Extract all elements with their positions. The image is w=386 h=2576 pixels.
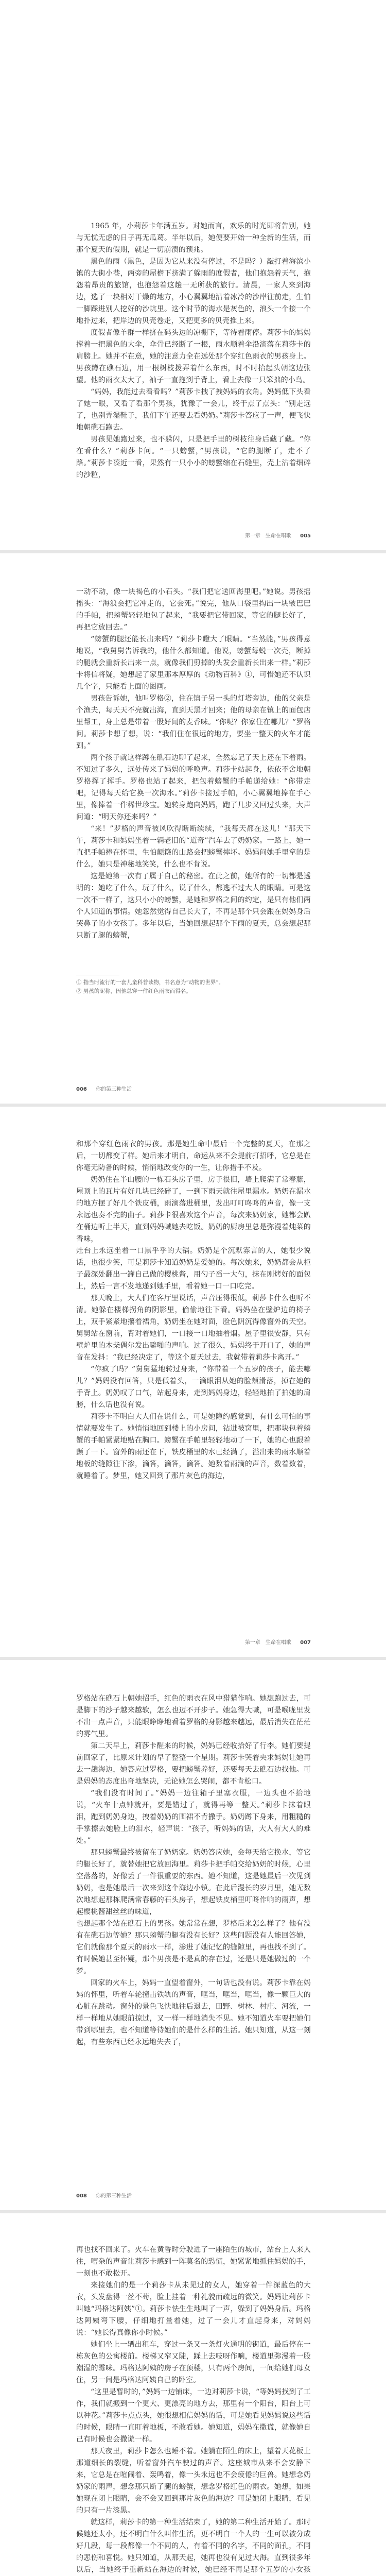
- page-footer: [76, 1084, 132, 1092]
- paragraph: 奶奶住在半山腰的一栋石头房子里，房子很旧，墙上爬满了常春藤，屋顶上的瓦片有好几块已经碎了，一到下雨天就往屋里漏水。奶奶在漏水的地方摆了好几个铁皮桶，雨滴落进桶里，发出叮叮咚咚的声音，像一支永远也奏不完的曲子。莉莎卡很喜欢这个声音，每次来奶奶家，她都会趴在桶边听上半天，直到妈妈喊她去吃饭。奶奶的厨房里总是弥漫着炖菜的香味，: [76, 1176, 311, 1243]
- paragraph: 也想起那个站在礁石上的男孩。她常常在想，罗格后来怎么样了？他有没有在礁石边等她？那只螃蟹的腿有没有长好？这些问题没有人能回答她，它们就像那个夏天的雨水一样，渗进了她记忆的缝隙里，再也找不到了。有时候她甚至怀疑，那个男孩是不是真的存在过，还是只是她做过的一个梦。: [76, 1920, 311, 1975]
- page-text: [76, 2244, 311, 2576]
- paragraph: “你疯了吗？”舅舅猛地转过身来，“你带着一个五岁的孩子，能去哪儿？”妈妈没有回答，只是低着头，一滴眼泪从她的脸颊滑落，掉在她的手背上。奶奶叹了口气，站起身来，走到妈妈身边，轻轻地拍了拍她的肩膀，什么话也没有说。: [76, 1365, 311, 1409]
- book-page: [0, 2213, 386, 2576]
- book-page: [0, 0, 386, 550]
- footnotes: [76, 975, 311, 996]
- paragraph: 莉莎卡不明白大人们在说什么，可是她隐约感觉到，有什么可怕的事情就要发生了。她悄悄地回到楼上的小房间，钻进被窝里，把那块包着螃蟹的手帕紧紧地贴在胸口。螃蟹在手帕里轻轻地动了一下，她的心也跟着颤了一下。窗外的雨还在下，铁皮桶里的水已经满了，溢出来的雨水顺着地板的缝隙往下渗，滴答，滴答，滴答。她数着雨滴的声音，数着数着，就睡着了。梦里，她又回到了那片灰色的海边，: [76, 1413, 311, 1480]
- running-head: 你的第三种生活: [96, 2193, 132, 2199]
- paragraph: 她们坐上一辆出租车，穿过一条又一条灯火通明的街道，最后停在一栋灰色的公寓楼前。楼梯又窄又陡，踩上去吱呀作响，楼道里弥漫着一股潮湿的霉味。玛格达阿姨的房子在顶楼，只有两个房间，一间给她们母女住，另一间是玛格达阿姨自己的卧室。: [76, 2341, 311, 2384]
- paragraph: 1965 年，小莉莎卡年满五岁。对她而言，欢乐的时光即将告别，她与无忧无虑的日子再无瓜葛。半年以后，她便要开始一种全新的生活，而那个夏天的假期，就是一切崩溃的预兆。: [76, 222, 311, 254]
- book-page: [0, 1660, 386, 2210]
- paragraph: 第二天早上，莉莎卡醒来的时候，妈妈已经收拾好了行李。她们要提前回家了，比原来计划的早了整整一个星期。莉莎卡哭着央求妈妈让她再去一趟海边，她答应过罗格，要把螃蟹养好，还要每天去礁石边找他。可是妈妈的态度出奇地坚决，无论她怎么哭闹，都不肯松口。: [76, 1742, 311, 1786]
- paragraph: 来接她们的是一个莉莎卡从未见过的女人，她穿着一件深蓝色的大衣，头发盘得一丝不苟，脸上挂着一种礼貌而疏远的微笑。妈妈让莉莎卡叫她“玛格达阿姨”①。莉莎卡怯生生地叫了一声，躲到了妈妈身后。玛格达阿姨弯下腰，仔细地打量着她，过了一会儿才直起身来，对妈妈说：“她长得真像你小时候。”: [76, 2281, 311, 2337]
- running-head: 第一章 生命在唱歌: [244, 1640, 291, 1646]
- paragraph: 这是她第一次有了属于自己的秘密。在此之前，她所有的一切都是透明的：她吃了什么，玩了什么，说了什么，都逃不过大人的眼睛。可是这一次不一样了，这只小小的螃蟹，是她和罗格之间的约定，是只有他们两个人知道的事情。她忽然觉得自己长大了，不再是那个只会跟在妈妈身后哭鼻子的小女孩了。多年以后，当她回想起那个下雨的夏天，总会想起那只断了腿的螃蟹，: [76, 872, 311, 940]
- paragraph: “来！”罗格的声音被风吹得断断续续，“我每天都在这儿！”那天下午，莉莎卡和妈妈坐着一辆老旧的“道奇”汽车去了奶奶家。一路上，她一直把手帕捧在怀里，生怕颠簸的山路会把螃蟹摔坏。妈妈问她手里拿的是什么，她只是神秘地笑笑，什么也不肯说。: [76, 825, 311, 869]
- paragraph: 男孩见她跑过来，也不躲闪，只是把手里的树枝往身后藏了藏。“你在看什么？”莉莎卡问。“一只螃蟹，”男孩说，“它的腿断了，走不了路。”莉莎卡凑近一看，果然有一只小小的螃蟹缩在石缝里，壳上沾着细碎的沙粒，: [76, 435, 311, 479]
- paragraph: 男孩告诉她，他叫罗格②，住在镇子另一头的灯塔旁边，他的父亲是个渔夫，每天天不亮就出海，直到天黑才回来；他的母亲在镇上的面包店里帮工，身上总是带着一股好闻的麦香味。“你呢？你家住在哪儿？”罗格问。莉莎卡想了想，说：“我们住在很远的地方，要坐一整天的火车才能到。”: [76, 694, 311, 750]
- page-text: [76, 1139, 311, 1602]
- page-text: [76, 221, 311, 526]
- page-footer: [76, 2191, 132, 2199]
- paragraph: “妈妈，我能过去看看吗？”莉莎卡拽了拽妈妈的衣角。妈妈低下头看了她一眼，又看了看那个男孩，犹豫了一会儿，终于点了点头：“别走远了，也别弄湿鞋子，我们下午还要去看奶奶。”莉莎卡答应了一声，便飞快地朝礁石跑去。: [76, 388, 311, 432]
- page-text: [76, 586, 311, 974]
- book-page: [0, 1107, 386, 1657]
- paragraph: 和那个穿红色雨衣的男孩。那是她生命中最后一个完整的夏天，在那之后，一切都变了样。她后来才明白，命运从来不会提前打招呼，它总是在你毫无防备的时候，悄悄地改变你的一生，让你措手不及。: [76, 1140, 311, 1172]
- page-number: 005: [300, 533, 311, 539]
- page-footer: [245, 531, 311, 539]
- running-head: 第一章 生命在唱歌: [244, 533, 291, 539]
- page-number: 007: [300, 1640, 311, 1646]
- paragraph: 那天夜里，莉莎卡怎么也睡不着。她躺在陌生的床上，望着天花板上那道细长的裂缝，听着窗外汽车驶过的声音。这座城市从来不会安静下来，它总是在喧闹着、轰鸣着，像一头永远也不会疲倦的巨兽。她想念奶奶家的雨声，想念那只断了腿的螃蟹，想念罗格红色的雨衣。她想，如果她现在闭上眼睛，会不会又回到那片灰色的海边？可是她闭上眼睛，看见的只有一片漆黑。: [76, 2447, 311, 2515]
- paragraph: 灶台上永远坐着一口黑乎乎的大锅。奶奶是个沉默寡言的人，她很少说话，也很少笑，可是莉莎卡知道奶奶是爱她的。每次她来，奶奶都会从柜子最深处翻出一罐自己做的樱桃酱，用勺子舀一大勺，抹在刚烤好的面包上，然后一言不发地递到她手里，看着她一口一口吃完。: [76, 1247, 311, 1291]
- book-page: [0, 553, 386, 1104]
- footnote: ① 指当时流行的一套儿童科普读物，书名意为“动物的世界”。: [76, 979, 224, 986]
- page-footer: [245, 1638, 311, 1646]
- paragraph: 那只螃蟹最终被留在了奶奶家。奶奶答应她，会每天给它换水，等它的腿长好了，就替她把它放回海里。莉莎卡把手帕交给奶奶的时候，心里空落落的，好像丢了一件很重要的东西。她不知道，这是她最后一次见到奶奶，也是她最后一次来到这个海边小镇。在此后漫长的岁月里，她无数次地想起那栋爬满常春藤的石头房子，想起铁皮桶里叮咚作响的雨声，想起樱桃酱甜丝丝的味道，: [76, 1849, 311, 1916]
- paragraph: “我们没有时间了。”妈妈一边往箱子里塞衣服，一边头也不抬地说，“火车十点钟就开，要是错过了，就得再等一整天。”莉莎卡抹着眼泪，跑到奶奶身边，拽着奶奶的围裙不肯撒手。奶奶蹲下身来，用粗糙的手掌擦去她脸上的泪水，轻声说：“孩子，听妈妈的话，大人有大人的难处。”: [76, 1789, 311, 1845]
- page-text: [76, 1693, 311, 2157]
- footnote: ② 男孩的昵称，因他总穿一件红色雨衣而得名。: [76, 988, 191, 994]
- page-number: 006: [76, 1087, 87, 1092]
- paragraph: “这里是暂时的，”妈妈一边铺床，一边对莉莎卡说，“等妈妈找到了工作，我们就搬到一个更大、更漂亮的地方去，那里有一个阳台，阳台上可以种花。”莉莎卡点点头，她很想相信妈妈的话，可是她看见妈妈说这些话的时候，眼睛一直盯着地板，不敢看她。她知道，妈妈在撒谎，就像她自己有时候也会撒谎一样。: [76, 2388, 311, 2444]
- paragraph: “螃蟹的腿还能长出来吗？”莉莎卡瞪大了眼睛。“当然能，”男孩得意地说，“我舅舅告诉我的，他什么都知道。他说，螃蟹每蜕一次壳，断掉的腿就会重新长出来一点，就像我们剪掉的头发会重新长出来一样。”莉莎卡将信将疑，她想起了家里那本厚厚的《动物百科》①，可惜她还不认识几个字，只能看上面的图画。: [76, 635, 311, 691]
- paragraph: 再也找不回来了。火车在黄昏时分驶进了一座陌生的城市，站台上人来人往，嘈杂的声音让莉莎卡感到一阵莫名的恐慌，她紧紧地抓住妈妈的手，一刻也不敢松开。: [76, 2246, 311, 2278]
- paragraph: 度假者像羊群一样挤在码头边的凉棚下，等待着雨停。莉莎卡的妈妈撑着一把黑色的大伞，伞骨已经断了一根，雨水顺着伞沿滴落在莉莎卡的肩膀上。她并不在意，她的注意力全在远处那个穿红色雨衣的男孩身上。男孩蹲在礁石边，用一根树枝拨弄着什么东西，时不时抬起头朝这边张望。他的雨衣太大了，袖子一直拖到手背上，看上去像一只笨拙的小鸟。: [76, 329, 311, 384]
- paragraph: 罗格站在礁石上朝她招手，红色的雨衣在风中猎猎作响。她想跑过去，可是脚下的沙子越来越软，怎么也迈不开步子。她急得大喊，可是喉咙里发不出一点声音，只能眼睁睁地看着罗格的身影越来越远，最后消失在茫茫的雾气里。: [76, 1694, 311, 1738]
- paragraph: 黑色的雨（黑色，是因为它从来没有停过，不是吗？）敲打着海滨小镇的大街小巷，两旁的屋檐下挤满了躲雨的度假者，他们抱怨着天气，抱怨着昂贵的旅馆，也抱怨着这趟一无所获的旅行。清晨，一家人来到海边，选了一块相对干燥的地方，小心翼翼地沿着冰冷的沙岸往前走，生怕一脚踩进别人挖好的沙坑里。这个时节的海水是灰色的，浪头一个接一个地扑过来，把岸边的贝壳卷走，又把更多的贝壳推上来。: [76, 258, 311, 325]
- paragraph: 一动不动，像一块褐色的小石头。“我们把它送回海里吧。”她说。男孩摇摇头：“海浪会把它冲走的，它会死。”说完，他从口袋里掏出一块皱巴巴的手帕，把螃蟹轻轻地包了起来，“我要把它带回家，等它的腿长好了，再把它放回去。”: [76, 588, 311, 632]
- paragraph: 回家的火车上，妈妈一直望着窗外，一句话也没有说。莉莎卡靠在妈妈的怀里，听着车轮撞击铁轨的声音，哐当，哐当，哐当，像一颗巨大的心脏在跳动。窗外的景色飞快地往后退去，田野、树林、村庄、河流，一样一样地从她眼前掠过，又一样一样地消失不见。她不知道火车要把她们带到哪里去，也不知道等待她们的是什么样的生活。她只知道，从这一刻起，有些东西已经永远地失去了，: [76, 1979, 311, 2046]
- running-head: 你的第三种生活: [96, 1087, 132, 1092]
- paragraph: 两个孩子就这样蹲在礁石边聊了起来，全然忘记了天上还在下着雨。不知过了多久，远处传来了妈妈的呼唤声。莉莎卡站起身，依依不舍地朝罗格挥了挥手。罗格也站了起来，把包着螃蟹的手帕递给她：“你带走吧，记得每天给它换一次海水。”莉莎卡接过手帕，小心翼翼地捧在手心里，像捧着一件稀世珍宝。她转身跑向妈妈，跑了几步又回过头来，大声问道：“明天你还来吗？”: [76, 754, 311, 821]
- paragraph: 就这样，莉莎卡的第一种生活结束了，她的第二种生活开始了。那时候她还太小，还不明白什么叫作生活，更不明白一个人的一生可以被分成好几段，每一段都像一个不同的人，有着不同的名字，不同的面孔，不同的悲伤和喜悦。她只知道，从那天起，她再也没有见过大海。直到很多年以后，当她终于重新站在海边的时候，她已经不再是那个五岁的小女孩: [76, 2518, 311, 2574]
- page-number: 008: [76, 2193, 87, 2199]
- paragraph: 那天晚上，大人们在客厅里说话，声音压得很低，莉莎卡什么也听不清。她躲在楼梯拐角的阴影里，偷偷地往下看。妈妈坐在壁炉边的椅子上，双手紧紧地攥着裙角，奶奶坐在她对面，脸色阴沉得像窗外的天空。舅舅站在窗前，背对着她们，一口接一口地抽着烟。屋子里很安静，只有壁炉里的木柴偶尔发出噼啪的声响。过了很久，妈妈终于开口了，她的声音在发抖：“我已经决定了，等这个夏天过去，我就带着莉莎卡离开。”: [76, 1294, 311, 1362]
